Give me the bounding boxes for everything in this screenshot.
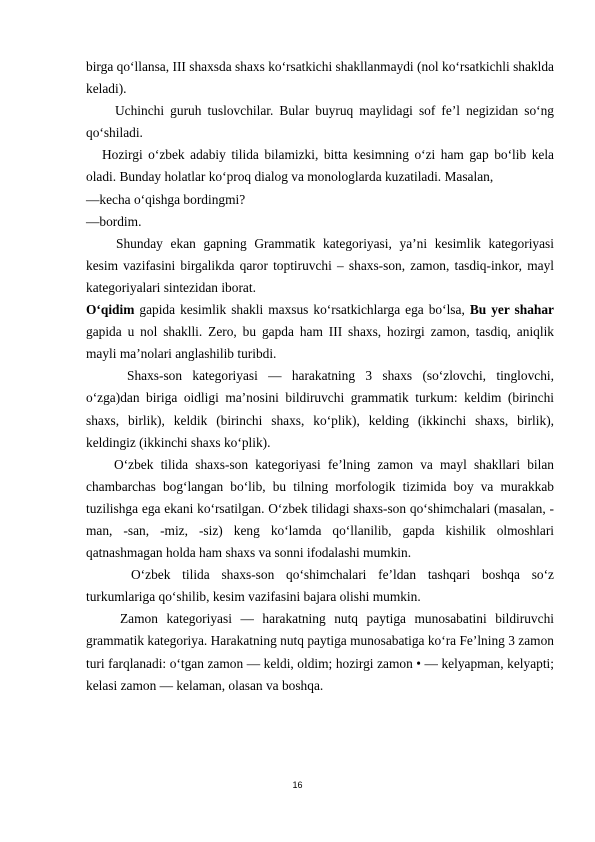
- paragraph-9: O‘zbek tilida shaxs-son kategoriyasi fe’lning zamon va mayl shakllari bilan chambarchas bog‘langan bo‘lib, bu tilning morfologik tizimida boy va murakkab tuzilishga ega ekani ko‘rsatilgan. O‘zbek tilidagi shaxs-son qo‘shimchalari (masalan, -man, -san, -miz, -siz) keng ko‘lamda qo‘llanilib, gapda kishilik olmoshlari qatnashmagan holda ham shaxs va sonni ifodalashi mumkin.: [86, 456, 554, 561]
- bold-example-1: O‘qidim: [86, 302, 135, 318]
- dialog-line-1: —kecha o‘qishga bordingmi?: [86, 191, 246, 207]
- paragraph-6: Shunday ekan gapning Grammatik kategoriyasi, ya’ni kesimlik kategoriyasi kesim vazifasini birgalikda qaror toptiruvchi – shaxs-son, zamon, tasdiq-inkor, mayl kategoriyalari sintezidan iborat.: [86, 235, 554, 295]
- page-number: 16: [292, 780, 303, 790]
- paragraph-7-text-1: gapida kesimlik shakli maxsus ko‘rsatkichlarga ega bo‘lsa,: [134, 302, 470, 318]
- paragraph-8: Shaxs-son kategoriyasi — harakatning 3 shaxs (so‘zlovchi, tinglovchi, o‘zga)dan biriga oidligi ma’nosini bildiruvchi grammatik turkum: keldim (birinchi shaxs, birlik), keldik (birinchi shaxs, ko‘plik), kelding (ikkinchi shaxs, birlik), keldingiz (ikkinchi shaxs ko‘plik).: [86, 368, 554, 450]
- bold-example-2: Bu yer shahar: [469, 302, 555, 318]
- paragraph-7: [86, 299, 554, 365]
- paragraph-2: Uchinchi guruh tuslovchilar. Bular buyruq maylidagi sof fe’l negizidan so‘ng qo‘shiladi.: [86, 103, 554, 141]
- document-body: [86, 56, 554, 697]
- paragraph-3: Hozirgi o‘zbek adabiy tilida bilamizki, bitta kesimning o‘zi ham gap bo‘lib kela oladi. Bunday holatlar ko‘proq dialog va monologlarda kuzatiladi. Masalan,: [86, 147, 554, 185]
- paragraph-1: birga qo‘llansa, III shaxsda shaxs ko‘rsatkichi shakllanmaydi (nol ko‘rsatkichli shaklda keladi).: [86, 59, 554, 97]
- dialog-line-2: —bordim.: [86, 213, 142, 229]
- paragraph-11: Zamon kategoriyasi — harakatning nutq paytiga munosabatini bildiruvchi grammatik kategoriya. Harakatning nutq paytiga munosabatiga ko‘ra Fe’lning 3 zamon turi farqlanadi: o‘tgan zamon — keldi, oldim; hozirgi zamon • — kelyapman, kelyapti; kelasi zamon — kelaman, olasan va boshqa.: [86, 611, 554, 693]
- paragraph-7-text-2: gapida u nol shaklli. Zero, bu gapda ham III shaxs, hozirgi zamon, tasdiq, aniqlik mayli ma’nolari anglashilib turibdi.: [86, 324, 554, 362]
- paragraph-10: O‘zbek tilida shaxs-son qo‘shimchalari fe’ldan tashqari boshqa so‘z turkumlariga qo‘shilib, kesim vazifasini bajara olishi mumkin.: [86, 567, 554, 605]
